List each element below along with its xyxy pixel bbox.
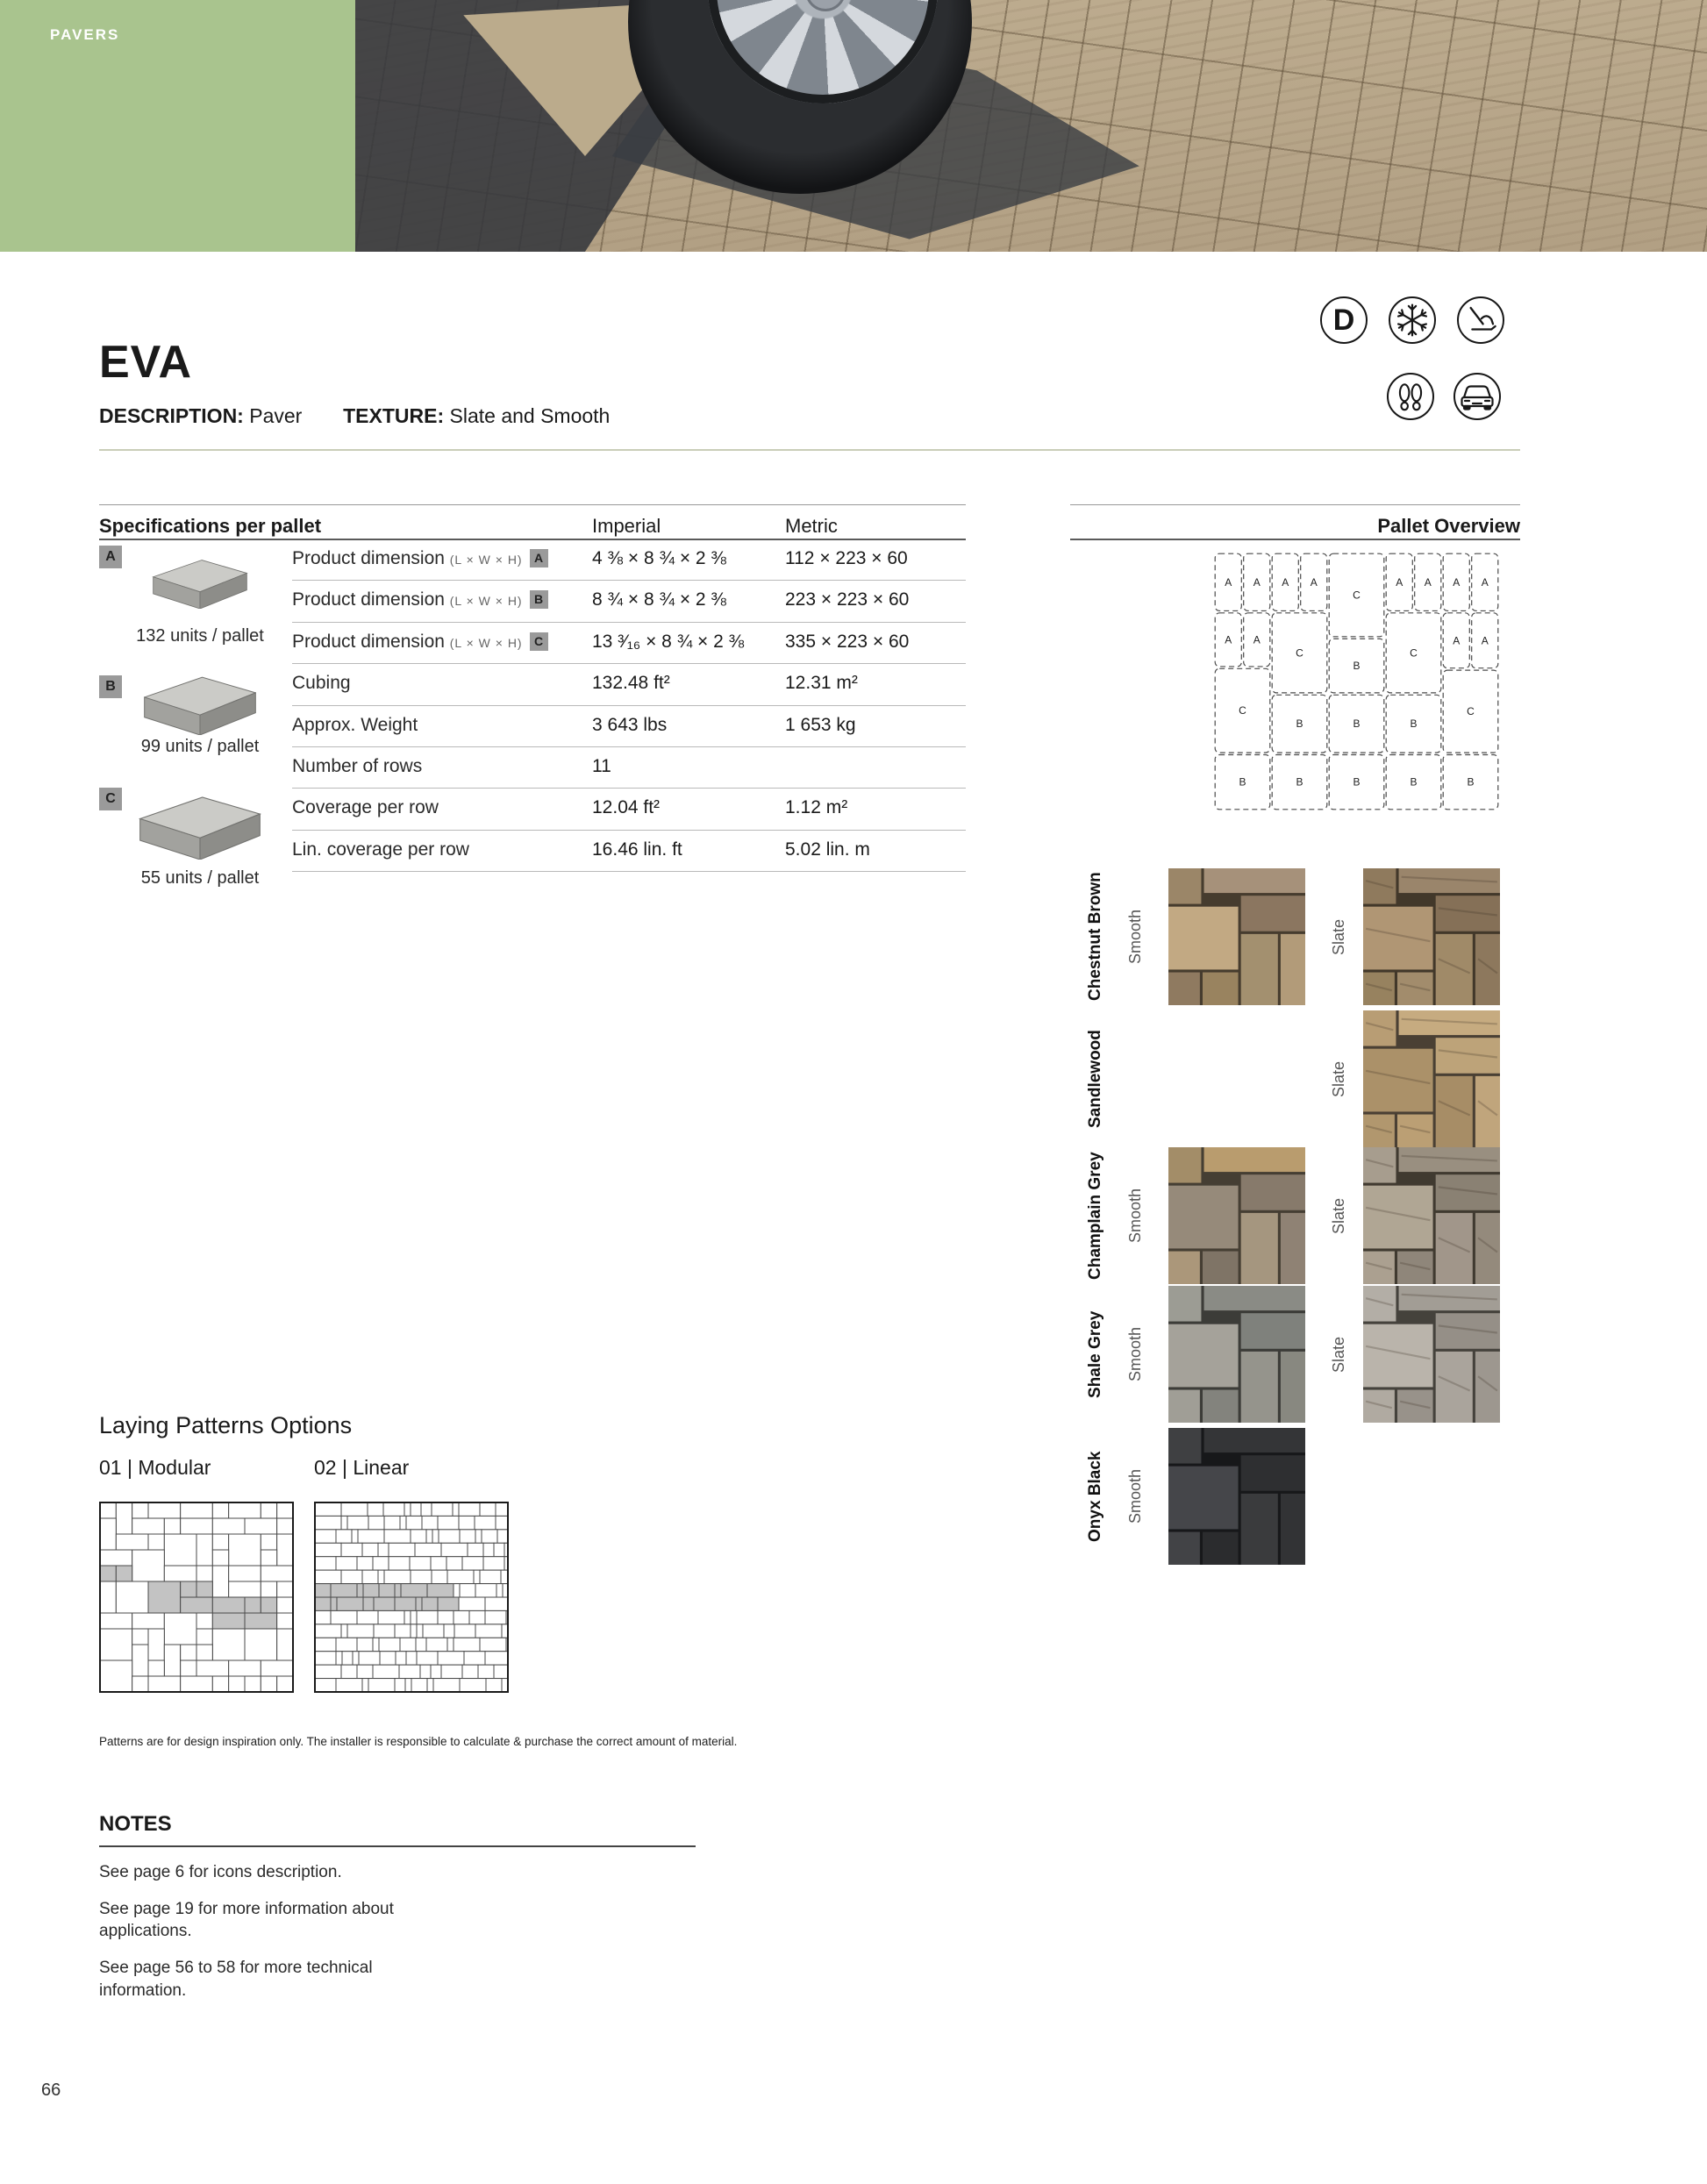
swatch-color-name: Onyx Black (1086, 1451, 1104, 1542)
svg-text:C: C (1239, 704, 1246, 717)
note-item: See page 6 for icons description. (99, 1863, 342, 1881)
svg-text:B: B (1410, 717, 1418, 731)
swatch-chestnut-brown-slate (1363, 868, 1500, 1005)
spec-row-label: Cubing (292, 673, 351, 694)
pattern-label-linear: 02 | Linear (314, 1456, 410, 1479)
d-rating-icon: D (1320, 296, 1368, 344)
spec-row-rule (292, 622, 966, 623)
svg-text:B: B (1410, 775, 1418, 789)
swatch-color-name: Chestnut Brown (1086, 872, 1104, 1002)
swatch-color-name: Champlain Grey (1086, 1152, 1104, 1280)
swatch-shale-grey-slate (1363, 1286, 1500, 1423)
svg-text:B: B (1296, 775, 1303, 789)
svg-text:B: B (1353, 775, 1361, 789)
swatch-finish-name: Slate (1330, 1197, 1347, 1234)
texture-value: Slate and Smooth (449, 404, 611, 427)
spec-metric-value: 1.12 m² (785, 797, 848, 818)
paver-product-image-B (144, 668, 256, 735)
category-tag: PAVERS (50, 26, 120, 43)
swatch-onyx-black-smooth (1168, 1428, 1305, 1565)
spec-row-label: Product dimension (L × W × H) B (292, 589, 548, 610)
spec-row-label: Coverage per row (292, 797, 439, 818)
swatch-color-name: Shale Grey (1086, 1310, 1104, 1398)
svg-text:A: A (1253, 633, 1261, 646)
swatch-finish-name: Smooth (1126, 909, 1144, 965)
svg-text:A: A (1481, 634, 1489, 647)
svg-text:B: B (1353, 660, 1361, 673)
swatch-finish-name: Smooth (1126, 1468, 1144, 1524)
swatch-finish-name: Slate (1330, 1060, 1347, 1097)
swatch-finish-name: Smooth (1126, 1188, 1144, 1244)
unit-caption-C: 55 units / pallet (140, 868, 260, 888)
spec-imperial-value: 13 ³⁄₁₆ × 8 ¾ × 2 ⅜ (592, 631, 745, 652)
svg-text:B: B (1353, 717, 1361, 731)
spec-metric-value: 223 × 223 × 60 (785, 589, 910, 610)
svg-text:C: C (1410, 646, 1418, 660)
patterns-title: Laying Patterns Options (99, 1412, 353, 1438)
svg-text:A: A (1253, 575, 1261, 589)
page-number: 66 (41, 2081, 61, 2100)
unit-caption-B: 99 units / pallet (140, 737, 260, 756)
unit-badge-A: A (99, 546, 122, 568)
spec-row-rule (292, 788, 966, 789)
svg-text:B: B (1296, 717, 1303, 731)
notes-title: NOTES (99, 1812, 172, 1836)
spec-imperial-value: 11 (592, 756, 611, 776)
pallet-header-rule (1070, 539, 1520, 540)
notes-section (99, 1812, 696, 2002)
dimension-badge: A (530, 549, 548, 567)
svg-text:A: A (1225, 575, 1232, 589)
svg-text:A: A (1453, 634, 1461, 647)
svg-text:A: A (1481, 575, 1489, 589)
unit-caption-A: 132 units / pallet (136, 626, 264, 646)
spec-row-rule (292, 830, 966, 831)
spec-col-metric: Metric (785, 515, 838, 537)
svg-text:B: B (1467, 775, 1475, 789)
unit-badge-B: B (99, 675, 122, 698)
svg-text:A: A (1453, 575, 1461, 589)
pallet-overview-diagram (1214, 553, 1499, 810)
plate-compactor-icon (1457, 296, 1504, 344)
spec-row-rule (292, 705, 966, 706)
spec-header-rule (99, 539, 966, 540)
spec-metric-value: 12.31 m² (785, 673, 858, 694)
snowflake-icon (1389, 296, 1436, 344)
spec-imperial-value: 8 ¾ × 8 ¾ × 2 ⅜ (592, 589, 726, 610)
pallet-overview-title: Pallet Overview (1377, 515, 1520, 537)
swatch-finish-name: Slate (1330, 1336, 1347, 1373)
notes-rule (99, 1845, 696, 1847)
spec-row-rule (292, 746, 966, 747)
spec-imperial-value: 16.46 lin. ft (592, 839, 682, 860)
note-item: See page 19 for more information about applications. (99, 1899, 394, 1941)
spec-row-rule (292, 580, 966, 581)
svg-text:A: A (1225, 633, 1232, 646)
spec-row-label: Number of rows (292, 756, 423, 776)
pattern-label-modular: 01 | Modular (99, 1456, 211, 1479)
spec-imperial-value: 12.04 ft² (592, 797, 661, 818)
svg-text:C: C (1467, 705, 1475, 718)
swatch-shale-grey-smooth (1168, 1286, 1305, 1423)
swatch-color-name: Sandlewood (1086, 1030, 1104, 1128)
swatch-champlain-grey-slate (1363, 1147, 1500, 1284)
spec-imperial-value: 132.48 ft² (592, 673, 670, 694)
spec-top-rule (99, 504, 966, 505)
swatch-champlain-grey-smooth (1168, 1147, 1305, 1284)
spec-col-imperial: Imperial (592, 515, 661, 537)
pattern-diagram-linear (314, 1502, 509, 1693)
spec-row-label: Product dimension (L × W × H) A (292, 548, 548, 569)
spec-row-label: Product dimension (L × W × H) C (292, 632, 548, 653)
spec-metric-value: 1 653 kg (785, 714, 856, 735)
svg-text:C: C (1296, 646, 1303, 660)
swatch-sandlewood-slate (1363, 1010, 1500, 1147)
svg-text:A: A (1282, 575, 1289, 589)
spec-metric-value: 335 × 223 × 60 (785, 631, 910, 652)
pattern-diagram-modular (99, 1502, 294, 1693)
svg-text:C: C (1353, 589, 1361, 602)
pedestrian-icon (1387, 373, 1434, 420)
spec-table-title: Specifications per pallet (99, 515, 322, 537)
description-value: Paver (249, 404, 303, 427)
unit-badge-C: C (99, 788, 122, 810)
spec-metric-value: 112 × 223 × 60 (785, 548, 908, 568)
title-divider (99, 449, 1520, 451)
spec-imperial-value: 3 643 lbs (592, 714, 668, 735)
page-title: EVA (99, 337, 193, 388)
note-item: See page 56 to 58 for more technical information. (99, 1958, 373, 2000)
spec-row-label: Lin. coverage per row (292, 839, 469, 860)
spec-row-label: Approx. Weight (292, 714, 418, 735)
svg-text:A: A (1310, 575, 1318, 589)
vehicular-icon (1453, 373, 1501, 420)
svg-text:A: A (1396, 575, 1403, 589)
swatch-chestnut-brown-smooth (1168, 868, 1305, 1005)
dimension-badge: C (530, 632, 548, 651)
spec-imperial-value: 4 ⅜ × 8 ¾ × 2 ⅜ (592, 548, 726, 568)
svg-text:B: B (1239, 775, 1246, 789)
swatch-finish-name: Smooth (1126, 1326, 1144, 1382)
dimension-badge: B (530, 590, 548, 609)
description-label: DESCRIPTION: (99, 404, 244, 427)
spec-row-rule (292, 663, 966, 664)
spec-row-rule (292, 871, 966, 872)
spec-metric-value: 5.02 lin. m (785, 839, 870, 860)
paver-product-image-C (125, 788, 275, 860)
texture-label: TEXTURE: (343, 404, 445, 427)
paver-product-image-A (151, 553, 249, 609)
hero-photo (355, 0, 1707, 252)
patterns-disclaimer: Patterns are for design inspiration only. The installer is responsible to calculate & purchase the correct amount of material. (99, 1735, 738, 1748)
svg-text:A: A (1424, 575, 1432, 589)
product-subtitle (99, 404, 610, 428)
swatch-finish-name: Slate (1330, 918, 1347, 955)
